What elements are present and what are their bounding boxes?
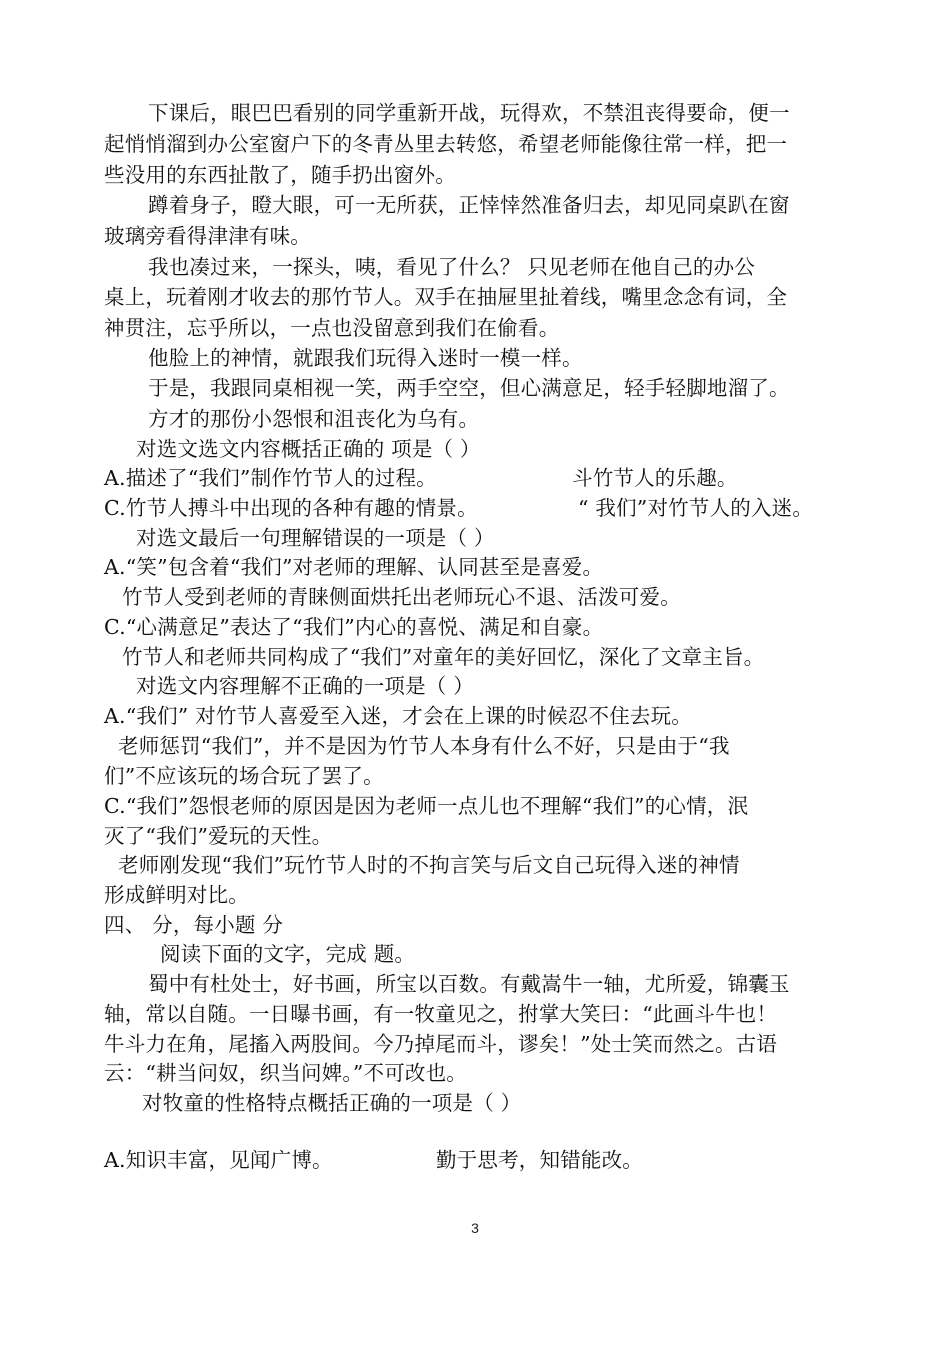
option-d-cont: 形成鲜明对比。 [104,883,249,907]
option-d: 老师刚发现“我们”玩竹节人时的不拘言笑与后文自己玩得入迷的神情 [118,853,740,877]
section-heading: 四、 分，每小题 分 [104,913,284,937]
passage-line: 玻璃旁看得津津有味。 [104,224,311,248]
option-b: 竹节人受到老师的青睐侧面烘托出老师玩心不退、活泼可爱。 [122,585,681,609]
question-stem: 对牧童的性格特点概括正确的一项是（ ） [142,1091,522,1115]
passage-line: 起悄悄溜到办公室窗户下的冬青丛里去转悠，希望老师能像往常一样，把一 [104,132,788,156]
passage-line: 蹲着身子，瞪大眼，可一无所获，正悻悻然准备归去，却见同桌趴在窗 [148,193,790,217]
passage-line: 些没用的东西扯散了，随手扔出窗外。 [104,163,456,187]
passage-line: 下课后，眼巴巴看别的同学重新开战，玩得欢，不禁沮丧得要命，便一 [148,101,790,125]
classical-text-line: 牛斗力在角，尾搐入两股间。今乃掉尾而斗，谬矣！”处士笑而然之。古语 [104,1032,778,1056]
option-a: A.“我们” 对竹节人喜爱至入迷，才会在上课的时候忍不住去玩。 [104,704,692,728]
passage-line: 桌上，玩着刚才收去的那竹节人。双手在抽屉里扯着线，嘴里念念有词，全 [104,285,788,309]
option-d: “ 我们”对竹节人的入迷。 [578,496,814,520]
classical-text-line: 轴，常以自随。一日曝书画，有一牧童见之，拊掌大笑曰：“此画斗牛也！ [104,1002,778,1026]
option-c-cont: 灭了“我们”爱玩的天性。 [104,824,333,848]
option-b: 斗竹节人的乐趣。 [572,466,738,490]
option-d: 竹节人和老师共同构成了“我们”对童年的美好回忆，深化了文章主旨。 [122,645,765,669]
option-c: C.“我们”怨恨老师的原因是因为老师一点儿也不理解“我们”的心情，泯 [104,794,749,818]
option-c: C.竹节人搏斗中出现的各种有趣的情景。 [104,496,478,520]
page-number: 3 [471,1220,479,1236]
question-stem: 对选文内容理解不正确的一项是（ ） [136,674,474,698]
passage-line: 方才的那份小怨恨和沮丧化为乌有。 [148,407,480,431]
passage-line: 神贯注，忘乎所以，一点也没留意到我们在偷看。 [104,316,560,340]
question-stem: 对选文选文内容概括正确的 项是（ ） [136,437,481,461]
classical-text-line: 蜀中有杜处士，好书画，所宝以百数。有戴嵩牛一轴，尤所爱，锦囊玉 [148,972,790,996]
passage-line: 于是，我跟同桌相视一笑，两手空空，但心满意足，轻手轻脚地溜了。 [148,376,790,400]
option-a: A.描述了“我们”制作竹节人的过程。 [104,466,437,490]
passage-line: 他脸上的神情，就跟我们玩得入迷时一模一样。 [148,346,583,370]
option-b: 勤于思考，知错能改。 [436,1148,643,1172]
option-c: C.“心满意足”表达了“我们”内心的喜悦、满足和自豪。 [104,615,604,639]
option-b-cont: 们”不应该玩的场合玩了罢了。 [104,764,384,788]
option-a: A.知识丰富，见闻广博。 [104,1148,333,1172]
classical-text-line: 云：“耕当问奴，织当问婢。”不可改也。 [104,1061,468,1085]
option-a: A.“笑”包含着“我们”对老师的理解、认同甚至是喜爱。 [104,555,604,579]
passage-line: 我也凑过来，一探头，咦，看见了什么？ 只见老师在他自己的办公 [148,255,756,279]
section-instruction: 阅读下面的文字，完成 题。 [160,942,416,966]
option-b: 老师惩罚“我们”，并不是因为竹节人本身有什么不好，只是由于“我 [118,734,730,758]
question-stem: 对选文最后一句理解错误的一项是（ ） [136,526,495,550]
